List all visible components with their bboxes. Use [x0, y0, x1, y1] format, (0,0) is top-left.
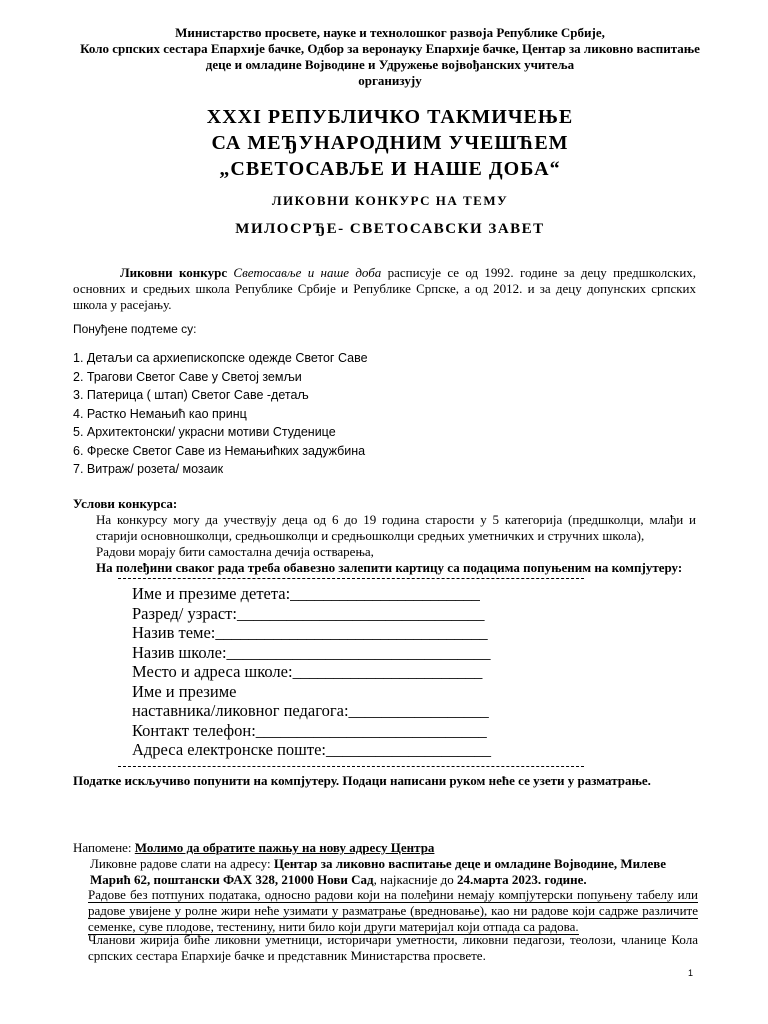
form-row-grade: Разред/ узраст:______________________________	[132, 603, 485, 623]
intro-rest: расписује се од 1992. године за децу предшколских, основних и средњих школа Републике Србије и Републике Српске, а од 2012. и за децу допунских српских школа у расејању.	[73, 265, 697, 312]
organizers-block	[60, 25, 720, 89]
intro-italic: Светосавље и наше доба	[233, 265, 382, 280]
notes-heading	[73, 840, 434, 856]
jury-paragraph: Чланови жирија биће ликовни уметници, историчари уметности, ликовни педагози, теолози, чланице Кола српских сестара Епархије бачке и представник Министарства просвете.	[88, 932, 698, 963]
form-row-email: Адреса електронске поште:____________________	[132, 740, 491, 759]
title-line-3: „СВЕТОСАВЉЕ И НАШЕ ДОБА“	[219, 158, 561, 180]
send-address: Центар за ликовно васпитање деце и омладине Војводине, Милеве Марић 62, поштански ФАХ 328, 21000 Нови Сад	[90, 856, 667, 887]
conditions-heading: Услови конкурса:	[73, 496, 178, 511]
organizers-line-4: организују	[358, 73, 422, 88]
rejection-text: Радове без потпуних података, односно радови који на полеђини немају компјутерски попуњену табелу или радове увијене у ролне жири неће узимати у разматрање (вредновање), као ни радове који садрже различите семенке, суве плодове, тестенину, нити било који други материјал који отпада са радова.	[88, 887, 698, 934]
subtheme-item: 2. Трагови Светог Саве у Светој земљи	[73, 369, 302, 384]
subtheme-item: 3. Патерица ( штап) Светог Саве -детаљ	[73, 388, 309, 402]
info-card-form	[132, 584, 491, 760]
form-top-divider	[118, 578, 584, 579]
organizers-line-1: Министарство просвете, науке и технолошког развоја Републике Србије,	[175, 25, 605, 40]
rejection-paragraph	[88, 887, 698, 935]
conditions-line-2: Радови морају бити самостална дечија остварења,	[96, 544, 374, 559]
form-bottom-divider	[118, 766, 584, 767]
subtheme-item: 4. Растко Немањић као принц	[73, 406, 247, 421]
organizers-line-2: Коло српских сестара Епархије бачке, Одбор за веронауку Епархије бачке, Центар за ликовно васпитање	[80, 41, 700, 56]
form-row-teacher: наставника/ликовног педагога:_________________	[132, 701, 489, 720]
form-row-school: Назив школе:________________________________	[132, 642, 491, 662]
organizers-line-3: деце и омладине Војводине и Удружење војвођанских учитеља	[205, 57, 575, 72]
title-line-2: СА МЕЂУНАРОДНИМ УЧЕШЋЕМ	[211, 132, 569, 154]
computer-fill-note: Податке искључиво попунити на компјутеру. Подаци написани руком неће се узети у разматрање.	[73, 773, 651, 788]
form-row-school-address: Место и адреса школе:_______________________	[132, 662, 483, 681]
form-row-child-name: Име и презиме детета:_______________________	[132, 584, 480, 603]
send-plain-2: , најкасније до	[373, 872, 458, 887]
send-deadline: 24.марта 2023. године.	[457, 872, 587, 887]
notes-new-address: Молимо да обратите пажњу на нову адресу Центра	[134, 840, 435, 855]
intro-paragraph	[73, 265, 696, 313]
subthemes-list	[73, 349, 368, 479]
form-row-phone: Контакт телефон:____________________________	[132, 720, 487, 740]
title-line-1: XXXI РЕПУБЛИЧКО ТАКМИЧЕЊЕ	[206, 106, 574, 128]
conditions-line-3: На полеђини сваког рада треба обавезно залепити картицу са подацима попуњеним на компјутеру:	[96, 560, 683, 575]
page-number: 1	[688, 968, 694, 978]
subthemes-label: Понуђене подтеме су:	[73, 322, 197, 336]
conditions-line-1: На конкурсу могу да учествују деца од 6 до 19 година старости у 5 категорија (предшколци, млађи и старији основношколци, средњошколци и средњошколци средњих уметничких и стручних школа),	[96, 512, 696, 543]
form-row-teacher-label: Име и презиме	[132, 681, 237, 701]
subtheme-item: 1. Детаљи са архиепископске одежде Светог Саве	[73, 351, 368, 365]
conditions-block	[96, 512, 696, 576]
send-plain: Ликовне радове слати на адресу:	[90, 856, 274, 871]
main-title	[60, 104, 720, 182]
contest-theme: МИЛОСРЂЕ- СВЕТОСАВСКИ ЗАВЕТ	[235, 221, 545, 237]
contest-subtitle: ЛИКОВНИ КОНКУРС НА ТЕМУ	[271, 193, 509, 208]
send-address-paragraph	[90, 856, 696, 888]
form-row-theme: Назив теме:_________________________________	[132, 623, 488, 642]
notes-label: Напомене:	[73, 840, 132, 855]
subtheme-item: 6. Фреске Светог Саве из Немањићких задужбина	[73, 443, 366, 458]
intro-bold: Ликовни конкурс	[120, 265, 228, 280]
subtheme-item: 7. Витраж/ розета/ мозаик	[73, 462, 224, 476]
subtheme-item: 5. Архитектонски/ украсни мотиви Студенице	[73, 425, 336, 439]
